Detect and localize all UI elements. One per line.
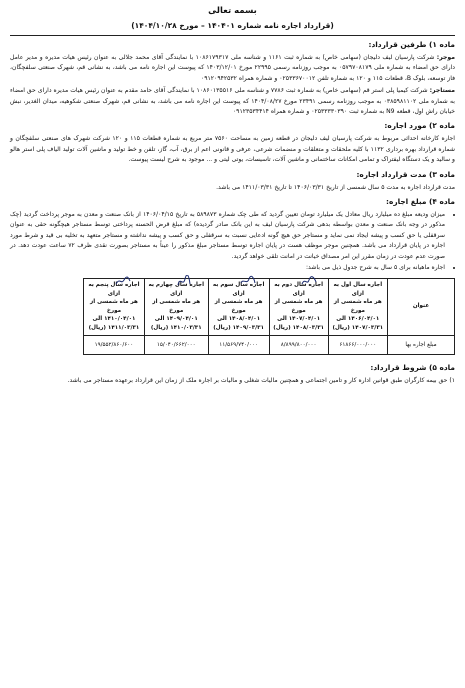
year-5-line1: اجاره سال پنجم به ازای xyxy=(88,282,140,297)
title-divider xyxy=(10,35,455,36)
year-5-value: ۱۹/۵۵۲/۸۶۰/۶۰۰ xyxy=(84,335,145,354)
year-5-line2: هر ماه شمسی از مورخ xyxy=(90,299,138,314)
year-4-header xyxy=(144,278,208,335)
year-4-line1: اجاره سال چهارم به ازای xyxy=(148,282,204,297)
article-1-heading: ماده ۱) طرفین قرارداد: xyxy=(368,40,455,49)
year-2-line3: ۱۴۰۷/۰۴/۰۱ الی xyxy=(277,316,321,322)
signature-mark xyxy=(300,275,318,287)
lessor-paragraph xyxy=(10,53,455,84)
year-1-header xyxy=(328,278,387,335)
article-2-heading: ماده ۲) مورد اجاره: xyxy=(384,121,455,131)
table-header-label: عنوان xyxy=(388,278,455,335)
year-3-header xyxy=(208,278,269,335)
year-3-line1: اجاره سال سوم به ازای xyxy=(212,282,265,297)
lessee-paragraph xyxy=(10,86,455,117)
rent-schedule-table xyxy=(83,278,455,355)
document-subtitle: (قرارداد اجاره نامه شماره ۱۴۰۴۰۱ – مورخ ۱۴۰۴/۱۰/۲۸) xyxy=(131,21,334,30)
table-header-row xyxy=(84,278,455,335)
year-1-line1: اجاره سال اول به ازای xyxy=(333,282,383,297)
signature-mark xyxy=(114,275,132,287)
lessor-text: شرکت پارسیان لیف دلیجان (سهامی خاص) به شماره ثبت ۱۱۶۱ و شناسه ملی ۱۰۸۶۱۷۹۳۱۷ با نمایندگی آقای محمد جلالی به عنوان رئیس هیات مدیره و مدیر عامل دارای حق امضاء به شماره ملی ۰۵۷۹۷۰۸۱۷۹ به موجب روزنامه رسمی ۲۲۹۹۵ مورخ ۱۴۰۳/۱۲/۰۱ که پیوست این اجاره نامه می باشد، به نشانی قم، شهرک صنعتی سلفچگان، فاز توسعه، بلوک B، قطعات ۱۱۵ و ۱۲۰ به شماره تلفن ۰۲۵۳۳۶۷۰۰۱۲ و شماره همراه ۰۹۱۲۰۹۴۲۵۳۲ xyxy=(10,54,456,82)
year-2-line1: اجاره سال دوم به ازای xyxy=(274,282,324,297)
year-4-line4: ۱۴۱۰/۰۳/۳۱ (ریال) xyxy=(150,324,202,331)
lessee-text: شرکت کیمیا پلی استر قم (سهامی خاص) به شماره ثبت ۷۷۸۶ و شناسه ملی ۱۰۸۶۰۱۳۵۵۱۶ با نمایندگی آقای حامد مقدم به عنوان رئیس هیات مدیره دارای حق امضاء به شماره ملی ۰۳۸۵۹۸۱۱۰۲ به موجب روزنامه رسمی ۲۳۴۹۱ مورخ ۱۴۰۴/۰۸/۲۷ که پیوست این اجاره نامه می باشد، به نشانی قم، شهرک صنعتی شکوهیه، میدان الغدیر، نبش خیابان راش اول، قطعه N9 به شماره ثبت ۰۲۵۳۳۳۳۰۳۹۰ و شماره همراه ۰۹۱۲۳۵۳۴۴۱۴ xyxy=(10,87,455,116)
year-5-header xyxy=(84,278,145,335)
year-1-line3: ۱۴۰۶/۰۴/۰۱ الی xyxy=(336,316,380,322)
year-1-value: ۶۱۸۶۶/۰۰۰/۰۰۰ xyxy=(328,335,387,354)
article-5-heading: ماده ۵) شروط قرارداد: xyxy=(370,362,455,372)
article-4-heading: ماده ۴) مبلغ اجاره: xyxy=(386,197,455,207)
year-1-line4: ۱۴۰۷/۰۳/۳۱ (ریال) xyxy=(332,324,384,331)
deposit-bullet: • میزان ودیعه مبلغ ده میلیارد ریال معادل یک میلیارد تومان تعیین گردید که طی چک شماره ۵۸۹۸۷۳ به تاریخ ۱۴۰۶/۰۴/۱۵ از بانک صنعت و معدن به موجر پرداخت گردید (چک مذکور در وجه بانک صنعت و معدن بواسطه بدهی شرکت پارسیان لیف به این بانک صادر گردیده) که مبلغ قرض الحسنه پرداختی توسط مستاجر هیچگونه حقی به عنوان سرقفلی یا حق کسب و پیشه ایجاد نمی نماید و مستاجر حق هیچ گونه ادعایی نسبت به سرقفلی و حق کسب و پیشه نداشته و مستاجر متعهد به تخلیه بی قید و شرط مورد اجاره در پایان قرارداد می باشد. همچنین موجر موظف هست در پایان اجاره توسط مستاجر مبلغ مذکور را عیناً به مستاجر بصورت نقدی ظرف ۷۲ ساعت عودت دهد. در صورت عدم عودت در زمان مقرر این امر مصداق خیانت در امانت تلقی خواهد گردید. xyxy=(10,210,445,262)
article-3-text: مدت قرارداد اجاره به مدت ۵ سال شمسی از تاریخ ۱۴۰۶/۰۳/۳۱ تا تاریخ ۱۴۱۱/۰۳/۳۱ می باشد. xyxy=(216,183,455,191)
year-3-line3: ۱۴۰۸/۰۴/۰۱ الی xyxy=(217,316,261,322)
row-label: مبلغ اجاره بها xyxy=(388,335,455,354)
signature-mark xyxy=(175,275,193,287)
lessor-label: موجر: xyxy=(436,54,456,61)
document-title: بسمه تعالی xyxy=(208,6,257,16)
year-4-value: ۱۵/۰۴۰/۶۶۲/۰۰۰ xyxy=(144,335,208,354)
article-4-list xyxy=(10,210,455,273)
table-row xyxy=(84,335,455,354)
year-3-line4: ۱۴۰۹/۰۳/۳۱ (ریال) xyxy=(213,324,264,331)
article-2-text: اجاره کارخانه احداثی مربوط به شرکت پارسیان لیف دلیجان در قطعه زمین به مساحت ۷۵۶۰ متر مربع به شماره قطعات ۱۱۵ و ۱۲۰ شرکت شهرک های صنعتی سلفچگان و شماره قرارداد بهره برداری ۱۱۳۲ با کلیه ملحقات و متعلقات و منضمات شرعی، عرفی و قانونی اعم از برق، آب، گاز، تلفن و خط تولید و ماشین آلات تولید الیاف پلی استر هالو و سالید و یک دستگاه لیفتراک و تمامی امکانات ساختمانی و ماشین آلات، تاسیسات، یوتی لیتی و ... موجود به شرح لیست پیوست. xyxy=(10,135,455,164)
monthly-rent-bullet: • اجاره ماهیانه برای ۵ سال به شرح جدول ذیل می باشد: xyxy=(10,263,445,273)
year-1-line2: هر ماه شمسی از مورخ xyxy=(333,299,382,314)
lessee-label: مستاجر: xyxy=(429,87,455,95)
year-5-line3: ۱۴۱۰/۰۴/۰۱ الی xyxy=(92,316,136,322)
year-2-header xyxy=(269,278,328,335)
year-2-line2: هر ماه شمسی از مورخ xyxy=(274,299,323,314)
signature-mark xyxy=(239,275,257,287)
contract-page xyxy=(10,6,455,386)
year-4-line3: ۱۴۰۹/۰۴/۰۱ الی xyxy=(154,316,198,322)
article-5-item-1: ۱) حق بیمه کارگران طبق قوانین اداره کار و تامین اجتماعی و همچنین مالیات شغلی و مالیات بر اجاره ملک از زمان این قرارداد برعهده مستاجر می باشد. xyxy=(67,376,455,384)
year-2-line4: ۱۴۰۸/۰۳/۳۱ (ریال) xyxy=(273,324,325,331)
article-3-heading: ماده ۳) مدت قرارداد اجاره: xyxy=(356,169,455,179)
year-4-line2: هر ماه شمسی از مورخ xyxy=(152,299,201,314)
year-3-line2: هر ماه شمسی از مورخ xyxy=(214,299,263,314)
year-2-value: ۸/۸۹۹/۸۰۰/۰۰۰ xyxy=(269,335,328,354)
year-3-value: ۱۱/۵۶۹/۷۴۰/۰۰۰ xyxy=(208,335,269,354)
year-5-line4: ۱۴۱۱/۰۳/۳۱ (ریال) xyxy=(88,324,140,331)
